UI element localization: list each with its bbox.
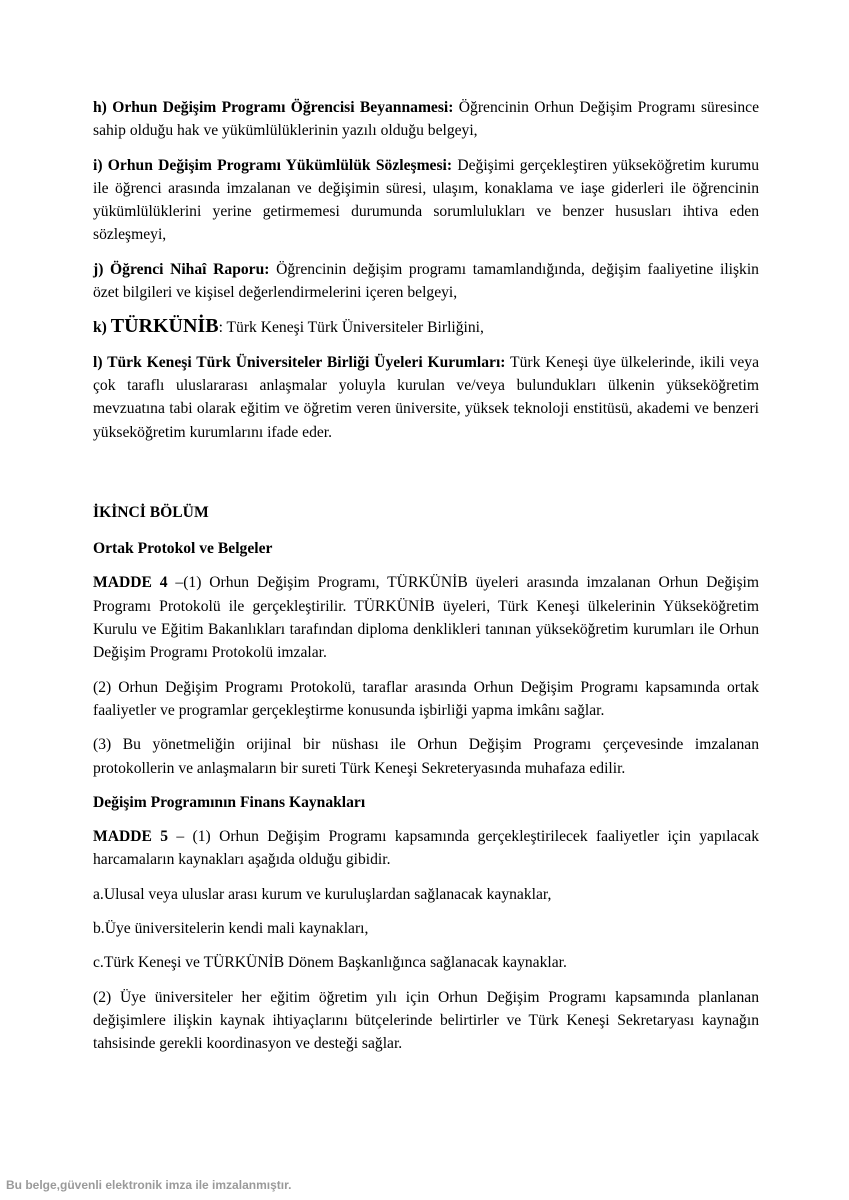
definition-h (93, 96, 759, 143)
madde4-paragraph-1 (93, 571, 759, 664)
article-label: MADDE 4 (93, 574, 168, 592)
madde4-paragraph-2: (2) Orhun Değişim Programı Protokolü, taraflar arasında Orhun Değişim Programı kapsamında ortak faaliyetler ve programlar gerçekleştirme konusunda işbirliği yapma imkânı sağlar. (93, 678, 759, 719)
definition-text: Öğrencinin değişim programı tamamlandığında, değişim faaliyetine ilişkin özet bilgileri ve kişisel değerlendirmelerini içeren belgeyi, (93, 260, 759, 302)
madde5-title: Değişim Programının Finans Kaynakları (93, 793, 366, 811)
e-signature-footer: Bu belge,güvenli elektronik imza ile imzalanmıştır. (6, 1178, 292, 1192)
section-spacer (93, 455, 759, 501)
madde5-paragraph-1 (93, 825, 759, 872)
document-page (93, 96, 759, 1067)
definition-term: h) Orhun Değişim Programı Öğrencisi Beyannamesi: (93, 99, 454, 116)
article-text: – (1) Orhun Değişim Programı kapsamında gerçekleştirilecek faaliyetler için yapılacak harcamaların kaynakları aşağıda olduğu gibidir. (93, 828, 759, 869)
definition-text: Öğrencinin Orhun Değişim Programı süresince sahip olduğu hak ve yükümlülüklerinin yazılı olduğu belgeyi, (93, 99, 759, 140)
section-title: İKİNCİ BÖLÜM (93, 503, 209, 521)
definition-i (93, 154, 759, 247)
definition-j (93, 258, 759, 305)
list-item: b.Üye üniversitelerin kendi mali kaynakları, (93, 920, 369, 938)
list-item: a.Ulusal veya uluslar arası kurum ve kuruluşlardan sağlanacak kaynaklar, (93, 885, 552, 903)
definition-k (93, 315, 759, 339)
article-text: –(1) Orhun Değişim Programı, TÜRKÜNİB üyeleri arasında imzalanan Orhun Değişim Programı Protokolü ile gerçekleştirilir. TÜRKÜNİB üyeleri, Türk Keneşi ülkelerinin Yükseköğretim Kurulu ve Eğitim Bakanlıkları tarafından diploma denklikleri tanınan yükseköğretim kurumları ile Orhun Değişim Programı Protokolü imzalar. (93, 574, 759, 662)
list-item: c.Türk Keneşi ve TÜRKÜNİB Dönem Başkanlığınca sağlanacak kaynaklar. (93, 954, 567, 972)
definition-text: : Türk Keneşi Türk Üniversiteler Birliğini, (218, 319, 484, 337)
definition-l (93, 351, 759, 444)
definition-term: l) Türk Keneşi Türk Üniversiteler Birliği Üyeleri Kurumları: (93, 353, 506, 371)
definition-term-acronym: TÜRKÜNİB (110, 315, 219, 338)
madde4-paragraph-3: (3) Bu yönetmeliğin orijinal bir nüshası ile Orhun Değişim Programı çerçevesinde imzalanan protokollerin ve anlaşmaların bir sureti Türk Keneşi Sekreteryasında muhafaza edilir. (93, 736, 759, 777)
article-label: MADDE 5 (93, 828, 169, 846)
definition-term-prefix: k) (93, 319, 111, 337)
definition-term: i) Orhun Değişim Programı Yükümlülük Sözleşmesi: (93, 156, 453, 174)
madde5-paragraph-2: (2) Üye üniversiteler her eğitim öğretim yılı için Orhun Değişim Programı kapsamında planlanan değişimlere ilişkin kaynak ihtiyaçlarını bütçelerinde belirtirler ve Türk Keneşi Sekretaryası kaynağın tahsisinde gerekli koordinasyon ve desteği sağlar. (93, 988, 759, 1053)
definition-text: Türk Keneşi üye ülkelerinde, ikili veya çok taraflı uluslararası anlaşmalar yoluyla kurulan ve/veya bulundukları ülkenin yükseköğretim mevzuatına tabi olarak eğitim ve öğretim veren üniversite, yüksek teknoloji enstitüsü, akademi ve benzeri yükseköğretim kurumlarını ifade eder. (93, 353, 760, 441)
definition-term: j) Öğrenci Nihaî Raporu: (93, 260, 270, 278)
section-subtitle: Ortak Protokol ve Belgeler (93, 540, 273, 558)
definition-text: Değişimi gerçekleştiren yükseköğretim kurumu ile öğrenci arasında imzalanan ve değişimin süresi, ulaşım, konaklama ve iaşe giderleri ile öğrencinin yükümlülüklerini yerine getirmemesi durumunda sorumlulukları ve benzer hususları ihtiva eden sözleşmeyi, (93, 156, 759, 244)
